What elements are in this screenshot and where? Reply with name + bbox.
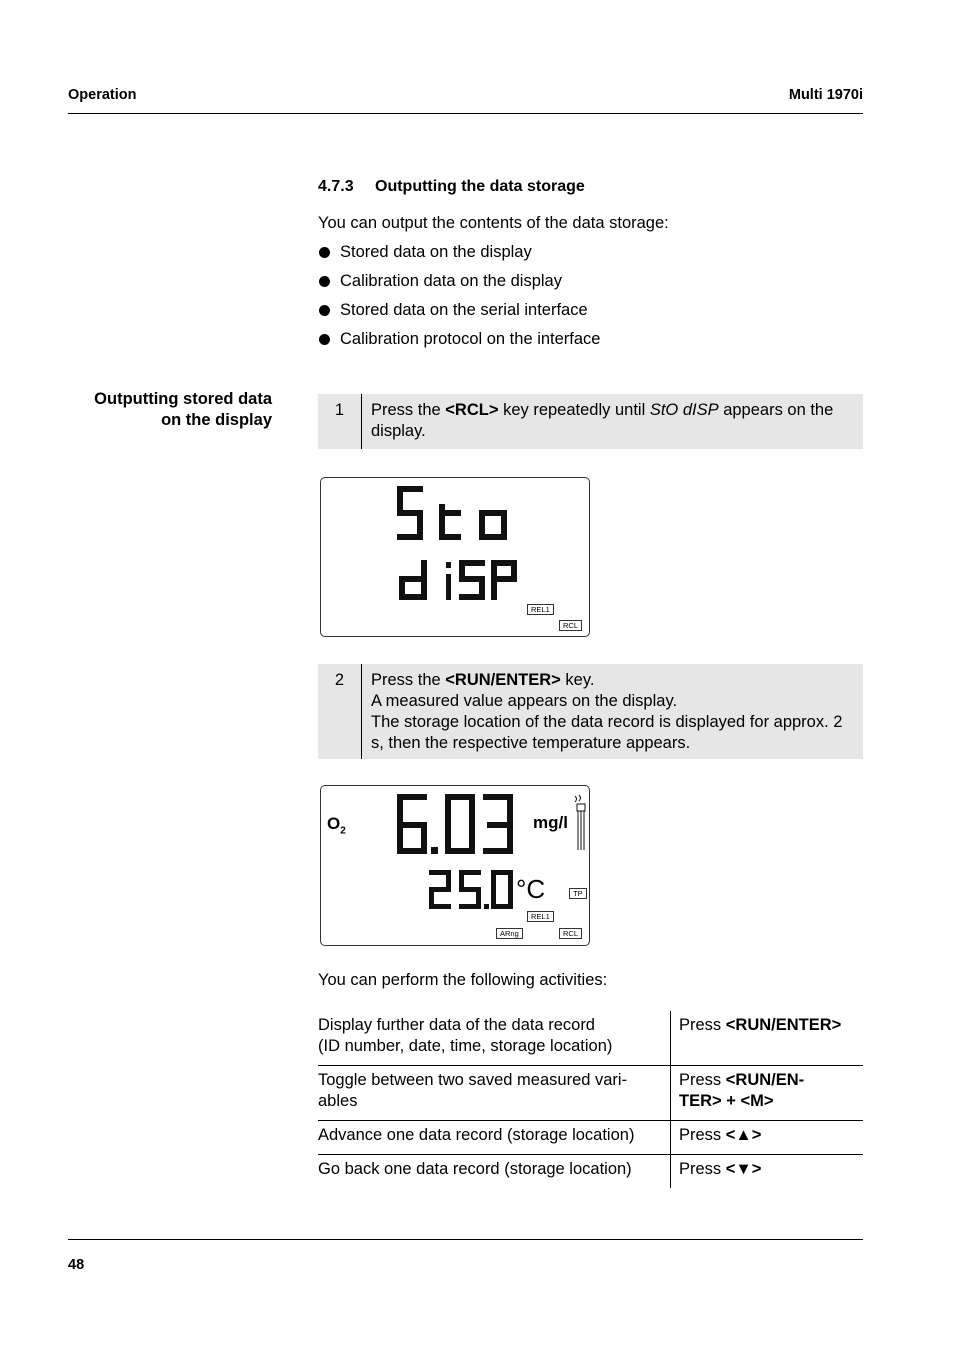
step-text: Press the <RCL> key repeatedly until StO dISP appears on the display. bbox=[371, 401, 834, 440]
table-row bbox=[318, 1066, 863, 1121]
activities-intro: You can perform the following activities: bbox=[318, 971, 608, 989]
list-item: Calibration data on the display bbox=[318, 271, 601, 300]
activity-key: Press <▲> bbox=[671, 1121, 864, 1155]
activities-table bbox=[318, 1011, 863, 1188]
bullet-list bbox=[318, 242, 601, 358]
divider bbox=[361, 394, 362, 449]
page-number: 48 bbox=[68, 1257, 85, 1273]
bullet-icon bbox=[319, 247, 330, 258]
activity-description: Toggle between two saved measured vari- ables bbox=[318, 1066, 671, 1121]
activity-key: Press <RUN/EN- TER> + <M> bbox=[671, 1066, 864, 1121]
activity-key: Press <▼> bbox=[671, 1155, 864, 1189]
parameter-label: $O_2$ bbox=[327, 814, 346, 837]
footer-rule bbox=[68, 1239, 863, 1240]
header-rule bbox=[68, 113, 863, 114]
unit-label: mg/l bbox=[533, 813, 568, 832]
step-number: 2 bbox=[334, 671, 345, 689]
table-row bbox=[318, 1011, 863, 1066]
list-item: Stored data on the serial interface bbox=[318, 300, 601, 329]
divider bbox=[361, 664, 362, 759]
bullet-icon bbox=[319, 305, 330, 316]
activity-description: Go back one data record (storage location) bbox=[318, 1155, 671, 1189]
rcl-indicator: RCL bbox=[559, 620, 582, 631]
lcd-display-sto-disp bbox=[320, 477, 590, 637]
temperature-unit: °C bbox=[516, 874, 546, 904]
section-heading bbox=[318, 178, 585, 196]
arng-indicator: ARng bbox=[496, 928, 523, 939]
bullet-icon bbox=[319, 334, 330, 345]
activity-description: Advance one data record (storage location) bbox=[318, 1121, 671, 1155]
intro-text: You can output the contents of the data storage: bbox=[318, 214, 669, 232]
step-number: 1 bbox=[334, 401, 345, 419]
tp-indicator: TP bbox=[569, 888, 587, 899]
activity-description: Display further data of the data record (ID number, date, time, storage location) bbox=[318, 1016, 613, 1055]
table-row bbox=[318, 1155, 863, 1189]
step-2 bbox=[318, 664, 863, 759]
step-1 bbox=[318, 394, 863, 449]
activity-key: Press <RUN/ENTER> bbox=[671, 1011, 864, 1066]
list-item: Stored data on the display bbox=[318, 242, 601, 271]
rel1-indicator: REL1 bbox=[527, 604, 554, 615]
bullet-icon bbox=[319, 276, 330, 287]
table-row bbox=[318, 1121, 863, 1155]
header-product: Multi 1970i bbox=[788, 87, 863, 103]
section-title: Outputting the data storage bbox=[375, 178, 585, 195]
section-number: 4.7.3 bbox=[318, 178, 354, 195]
step-text: Press the <RUN/ENTER> key. A measured value appears on the display. The storage location of the data record is displayed for approx. 2 s, then the respective temperature appears. bbox=[371, 671, 843, 752]
side-heading: Outputting stored data on the display bbox=[94, 390, 272, 429]
lcd-display-measurement bbox=[320, 785, 590, 946]
rel1-indicator: REL1 bbox=[527, 911, 554, 922]
header-section: Operation bbox=[68, 87, 137, 103]
rcl-indicator: RCL bbox=[559, 928, 582, 939]
list-item: Calibration protocol on the interface bbox=[318, 329, 601, 358]
